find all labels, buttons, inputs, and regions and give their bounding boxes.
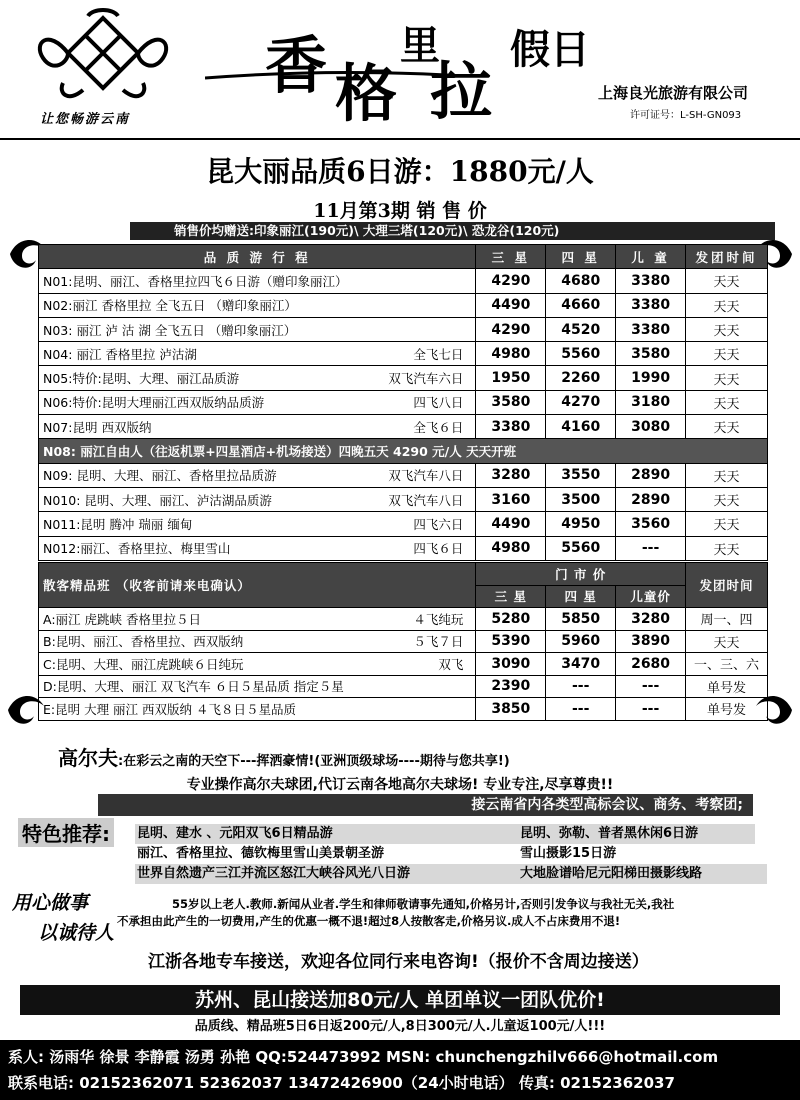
rebate-info: 品质线、精品班5日6日返200元/人,8日300元/人.儿童返100元/人!!! (194, 1019, 606, 1034)
table-row (39, 342, 768, 366)
column-header: 散客精品班 （收客前请来电确认） (39, 563, 476, 608)
price-4star: 4520 (546, 317, 616, 341)
route-duration: 四飞六日 (413, 516, 464, 532)
price-3star: 5280 (476, 608, 546, 631)
price-4star: --- (546, 675, 616, 698)
price-4star: 2260 (546, 366, 616, 390)
route-name: N07:昆明 西双版纳 (43, 419, 152, 435)
price-3star: 3280 (476, 463, 546, 487)
route-name: D:昆明、大理、丽江 双飞汽车 ６日５星品质 指定５星 (43, 679, 344, 695)
price-child: 3580 (616, 342, 686, 366)
motto-line: 用心做事 (12, 892, 89, 914)
golf-text: :在彩云之南的天空下---挥洒豪情!(亚洲顶级球场----期待与您共享!) (118, 754, 510, 769)
route-name: N04: 丽江 香格里拉 泸沽湖 (43, 346, 197, 362)
table-row (39, 630, 768, 653)
price-3star: 4980 (476, 536, 546, 560)
contact-line: 系人: 汤雨华 徐景 李静霞 汤勇 孙艳 QQ:524473992 MSN: chunchengzhilv666@hotmail.com (8, 1048, 719, 1066)
route-duration: ４飞纯玩 (413, 611, 464, 627)
table-row (39, 390, 768, 414)
departure-cell: 天天 (686, 293, 768, 317)
price-3star: 4490 (476, 512, 546, 536)
recommend-item: 丽江、香格里拉、德钦梅里雪山美景朝圣游 (137, 846, 385, 861)
table-row (39, 317, 768, 341)
departure-cell: 天天 (686, 415, 768, 439)
company-name: 上海良光旅游有限公司 (598, 84, 749, 102)
departure-cell: 单号发 (686, 698, 768, 721)
price-table-quality (38, 244, 768, 561)
route-name: N09: 昆明、大理、丽江、香格里拉品质游 (43, 468, 277, 484)
gift-bar: 销售价均赠送:印象丽江(190元)\ 大理三塔(120元)\ 恐龙谷(120元) (130, 222, 775, 240)
price-3star: 4980 (476, 342, 546, 366)
price-3star: 4290 (476, 269, 546, 293)
price-4star: 4950 (546, 512, 616, 536)
route-name: E:昆明 大理 丽江 西双版纳 ４飞８日５星品质 (43, 701, 297, 717)
endless-knot-logo (28, 8, 178, 108)
table-row (39, 653, 768, 676)
departure-cell: 天天 (686, 342, 768, 366)
route-duration (463, 296, 471, 314)
column-header: 四 星 (546, 245, 616, 269)
table-row (39, 269, 768, 293)
price-child: --- (616, 675, 686, 698)
price-4star: 4660 (546, 293, 616, 317)
price-3star: 3160 (476, 487, 546, 511)
route-cell (39, 630, 476, 653)
column-header: 儿童价 (616, 585, 686, 608)
route-cell (39, 293, 476, 317)
route-cell (39, 317, 476, 341)
transfer-info: 江浙各地专车接送，欢迎各位同行来电咨询!（报价不含周边接送） (148, 952, 649, 972)
header (0, 0, 800, 140)
column-header: 四 星 (546, 585, 616, 608)
table-row (39, 415, 768, 439)
price-3star: 3380 (476, 415, 546, 439)
price-child: 3080 (616, 415, 686, 439)
price-3star: 3850 (476, 698, 546, 721)
column-header: 三 星 (476, 585, 546, 608)
slogan: 让您畅游云南 (40, 112, 131, 127)
recommend-item: 大地脸谱哈尼元阳梯田摄影线路 (520, 866, 703, 881)
table-row (39, 487, 768, 511)
route-duration: 四飞６日 (413, 541, 464, 557)
golf-line (58, 742, 510, 771)
price-child: 3180 (616, 390, 686, 414)
brand-char: 香 (265, 29, 328, 102)
price-4star: 3470 (546, 653, 616, 676)
table-row (39, 675, 768, 698)
departure-cell: 单号发 (686, 675, 768, 698)
price-child: 3380 (616, 269, 686, 293)
price-4star: 3500 (546, 487, 616, 511)
route-duration (463, 321, 471, 339)
ornament-icon (752, 688, 794, 730)
route-cell (39, 487, 476, 511)
notice-line: 55岁以上老人.教师.新闻从业者.学生和律师敬请事先通知,价格另计,否则引发争议与我社无关,我社 (172, 897, 675, 911)
table-row (39, 293, 768, 317)
table-row (39, 608, 768, 631)
route-name: N05:特价:昆明、大理、丽江品质游 (43, 371, 240, 387)
table-row (39, 698, 768, 721)
route-cell (39, 512, 476, 536)
departure-cell: 天天 (686, 463, 768, 487)
brand-char: 假日 (510, 26, 590, 73)
route-cell (39, 653, 476, 676)
route-name: N01:昆明、丽江、香格里拉四飞６日游（赠印象丽江） (43, 273, 348, 289)
route-cell (39, 536, 476, 560)
price-4star: 5960 (546, 630, 616, 653)
route-cell (39, 675, 476, 698)
license-number: 许可证号：L-SH-GN093 (630, 110, 742, 121)
recommend-item: 世界自然遗产三江并流区怒江大峡谷风光八日游 (137, 866, 411, 881)
price-3star: 3090 (476, 653, 546, 676)
price-3star: 5390 (476, 630, 546, 653)
price-child: 2680 (616, 653, 686, 676)
route-cell (39, 366, 476, 390)
route-duration (463, 700, 471, 718)
table-header-row (39, 563, 768, 586)
route-duration: ５飞７日 (413, 634, 464, 650)
route-duration: 双飞汽车六日 (388, 371, 464, 387)
recommend-label: 特色推荐: (18, 818, 114, 847)
notice-line: 不承担由此产生的一切费用,产生的优惠一概不退!超过8人按散客走,价格另议.成人不占床费用不退! (117, 914, 621, 928)
table-row (39, 512, 768, 536)
route-cell (39, 269, 476, 293)
price-3star: 1950 (476, 366, 546, 390)
recommend-row (135, 824, 755, 844)
route-name: N06:特价:昆明大理丽江西双版纳品质游 (43, 395, 265, 411)
promo-subtitle: 11月第3期 销 售 价 (313, 200, 487, 222)
route-name: N02:丽江 香格里拉 全飞五日 （赠印象丽江） (43, 298, 297, 314)
price-3star: 4490 (476, 293, 546, 317)
price-child: 3890 (616, 630, 686, 653)
special-offer: N08: 丽江自由人（往返机票+四星酒店+机场接送）四晚五天 4290 元/人 天天开班 (39, 439, 768, 463)
price-3star: 3580 (476, 390, 546, 414)
column-header: 发团时间 (686, 245, 768, 269)
departure-cell: 一、三、六 (686, 653, 768, 676)
route-name: C:昆明、大理、丽江虎跳峡６日纯玩 (43, 656, 244, 672)
route-duration: 双飞汽车八日 (388, 468, 464, 484)
motto-line: 以诚待人 (38, 922, 115, 944)
price-4star: 4270 (546, 390, 616, 414)
route-name: N011:昆明 腾冲 瑞丽 缅甸 (43, 516, 193, 532)
departure-cell: 天天 (686, 630, 768, 653)
route-name: N03: 丽江 泸 沽 湖 全飞五日 （赠印象丽江） (43, 322, 297, 338)
route-cell (39, 608, 476, 631)
price-4star: --- (546, 698, 616, 721)
price-4star: 5560 (546, 342, 616, 366)
column-header: 发团时间 (686, 563, 768, 608)
price-child: 3380 (616, 317, 686, 341)
brand-char: 格 (335, 57, 398, 130)
price-4star: 4680 (546, 269, 616, 293)
ornament-icon (6, 688, 48, 730)
conference-bar: 接云南省内各类型高标会议、商务、考察团; (98, 794, 753, 816)
pickup-bar: 苏州、昆山接送加80元/人 单团单议一团队优价! (20, 985, 780, 1015)
recommend-item: 昆明、建水 、元阳双飞6日精品游 (137, 826, 333, 841)
golf-service: 专业操作高尔夫球团,代订云南各地高尔夫球场! 专业专注,尽享尊贵!! (186, 777, 614, 793)
price-child: --- (616, 536, 686, 560)
price-child: --- (616, 698, 686, 721)
route-duration: 全飞６日 (413, 419, 464, 435)
price-table-premium (38, 562, 768, 721)
price-child: 1990 (616, 366, 686, 390)
route-cell (39, 415, 476, 439)
price-child: 3560 (616, 512, 686, 536)
golf-heading: 高尔夫 (58, 746, 118, 770)
route-duration: 四飞八日 (413, 395, 464, 411)
price-4star: 5850 (546, 608, 616, 631)
recommend-row (135, 864, 767, 884)
phone-line: 联系电话: 02152362071 52362037 13472426900（24小时电话） 传真: 02152362037 (8, 1074, 675, 1092)
promo-title: 昆大丽品质6日游：1880元/人 (206, 155, 594, 188)
route-duration (463, 677, 471, 695)
departure-cell: 天天 (686, 536, 768, 560)
route-name: N012:丽江、香格里拉、梅里雪山 (43, 541, 231, 557)
price-child: 2890 (616, 463, 686, 487)
route-duration: 全飞七日 (413, 346, 464, 362)
price-4star: 3550 (546, 463, 616, 487)
notice-text (117, 896, 787, 930)
price-4star: 5560 (546, 536, 616, 560)
table-row (39, 536, 768, 560)
route-name: B:昆明、丽江、香格里拉、西双版纳 (43, 634, 244, 650)
recommend-item: 雪山摄影15日游 (520, 846, 617, 861)
price-4star: 4160 (546, 415, 616, 439)
departure-cell: 天天 (686, 269, 768, 293)
table-row-special (39, 439, 768, 463)
route-name: N010: 昆明、大理、丽江、泸沽湖品质游 (43, 492, 272, 508)
brand-char: 里 (400, 22, 440, 69)
price-child: 2890 (616, 487, 686, 511)
route-duration: 双飞 (438, 656, 464, 672)
column-header: 三 星 (476, 245, 546, 269)
price-child: 3380 (616, 293, 686, 317)
column-header: 门 市 价 (476, 563, 686, 586)
route-duration (463, 272, 471, 290)
table-header-row (39, 245, 768, 269)
route-cell (39, 463, 476, 487)
brand-char: 拉 (430, 55, 493, 128)
table-row (39, 366, 768, 390)
column-header: 品 质 游 行 程 (39, 245, 476, 269)
departure-cell: 周一、四 (686, 608, 768, 631)
route-cell (39, 390, 476, 414)
table-row (39, 463, 768, 487)
recommend-item: 昆明、弥勒、普者黑休闲6日游 (520, 826, 699, 841)
departure-cell: 天天 (686, 390, 768, 414)
column-header: 儿 童 (616, 245, 686, 269)
price-3star: 4290 (476, 317, 546, 341)
price-3star: 2390 (476, 675, 546, 698)
motto (12, 888, 114, 948)
footer (0, 1040, 800, 1100)
route-cell (39, 342, 476, 366)
departure-cell: 天天 (686, 487, 768, 511)
route-name: A:丽江 虎跳峡 香格里拉５日 (43, 611, 201, 627)
recommend-row (135, 844, 755, 864)
route-cell (39, 698, 476, 721)
departure-cell: 天天 (686, 366, 768, 390)
departure-cell: 天天 (686, 512, 768, 536)
route-duration: 双飞汽车八日 (388, 492, 464, 508)
departure-cell: 天天 (686, 317, 768, 341)
price-child: 3280 (616, 608, 686, 631)
